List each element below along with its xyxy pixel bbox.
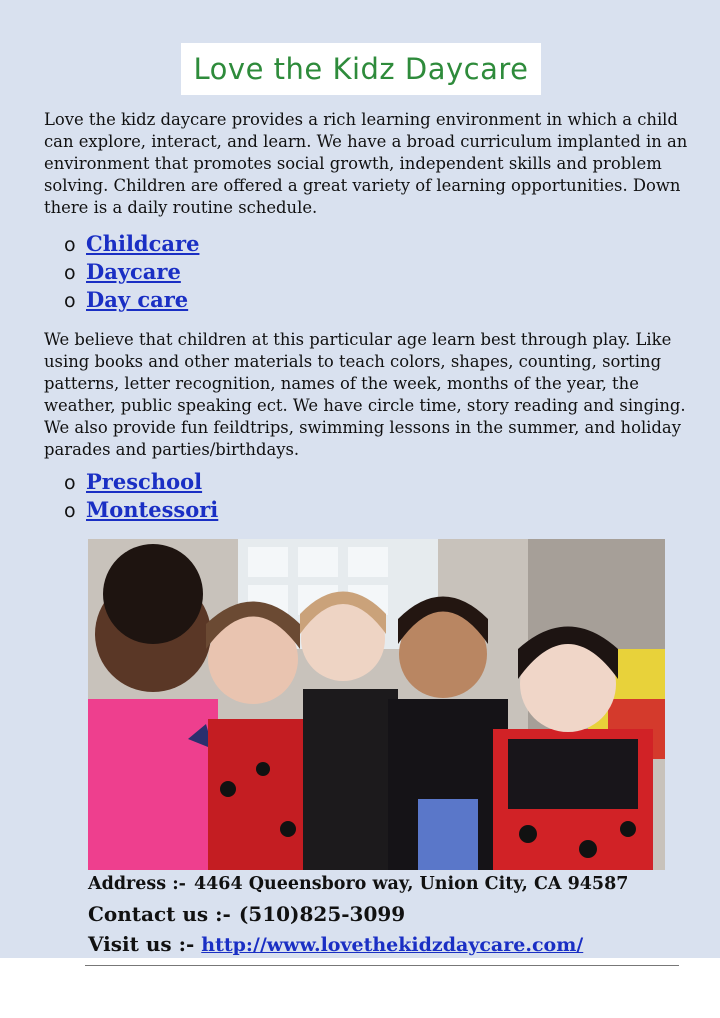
service-links-2 — [64, 468, 218, 524]
visit-line — [88, 932, 583, 956]
visit-label: Visit us :- — [88, 932, 195, 956]
list-item — [64, 286, 199, 314]
children-photo — [88, 539, 665, 870]
bullet-icon: o — [64, 290, 76, 312]
divider — [85, 965, 679, 966]
website-link[interactable]: http://www.lovethekidzdaycare.com/ — [201, 934, 584, 956]
link-montessori[interactable]: Montessori — [86, 497, 219, 522]
contact-label: Contact us :- — [88, 902, 231, 926]
address-value: 4464 Queensboro way, Union City, CA 94587 — [193, 874, 629, 894]
body-paragraph: We believe that children at this particular age learn best through play. Like using books and other materials to teach colors, shapes, counting, sorting patterns, letter recognition, names of the week, months of the year, the weather, public speaking ect. We have circle time, story reading and singing. We also provide fun feildtrips, swimming lessons in the summer, and holiday parades and parties/birthdays. — [44, 330, 686, 459]
service-links-1 — [64, 230, 199, 314]
bullet-icon: o — [64, 500, 76, 522]
address-label: Address :- — [88, 874, 186, 894]
intro-paragraph: Love the kidz daycare provides a rich learning environment in which a child can explore, interact, and learn. We have a broad curriculum implanted in an environment that promotes social growth, independent skills and problem solving. Children are offered a great variety of learning opportunities. Down there is a daily routine schedule. — [44, 110, 688, 217]
list-item — [64, 496, 218, 524]
link-preschool[interactable]: Preschool — [86, 469, 203, 494]
bullet-icon: o — [64, 472, 76, 494]
link-childcare[interactable]: Childcare — [86, 231, 200, 256]
address-line — [88, 874, 628, 894]
link-day-care[interactable]: Day care — [86, 287, 189, 312]
logo — [181, 43, 541, 95]
list-item — [64, 258, 199, 286]
contact-line — [88, 902, 405, 926]
bullet-icon: o — [64, 262, 76, 284]
logo-text: Love the Kidz Daycare — [193, 52, 529, 86]
bullet-icon: o — [64, 234, 76, 256]
phone-number: (510)825-3099 — [238, 902, 406, 926]
list-item — [64, 468, 218, 496]
link-daycare[interactable]: Daycare — [86, 259, 181, 284]
list-item — [64, 230, 199, 258]
children-photo-illustration — [88, 539, 665, 870]
